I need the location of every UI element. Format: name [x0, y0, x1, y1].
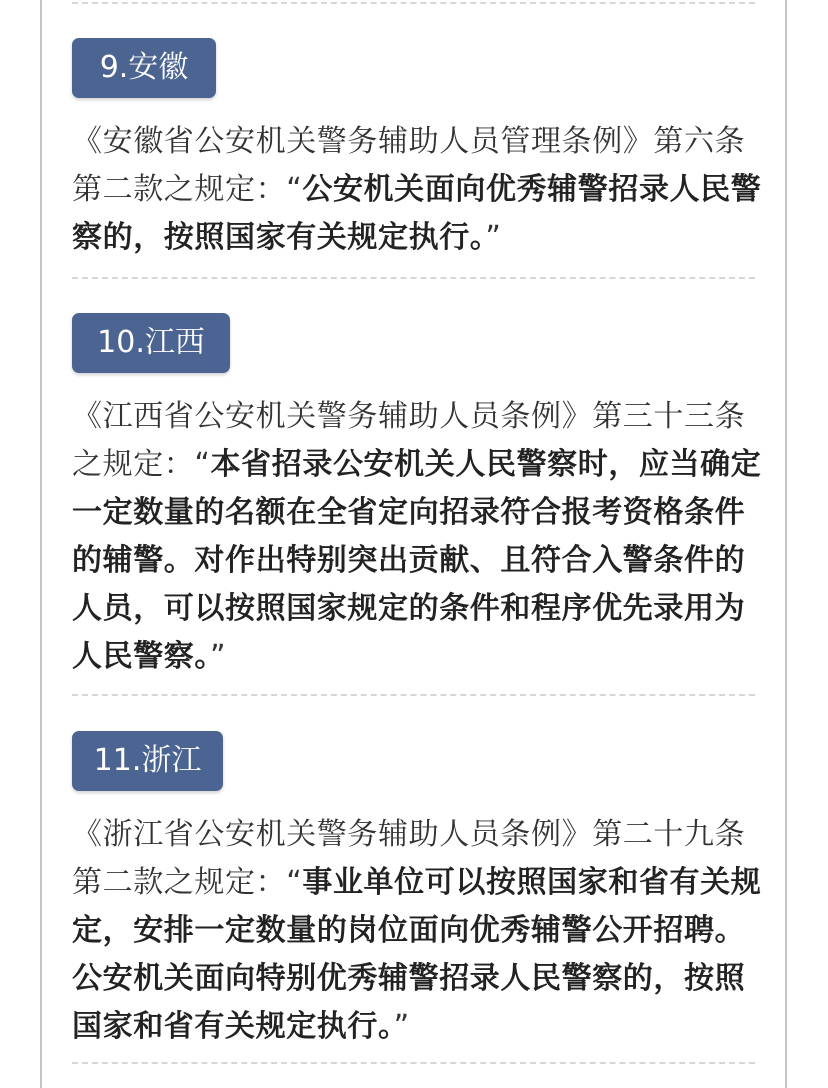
- section-text-anhui: [72, 118, 762, 262]
- section-text-close: ”: [485, 220, 502, 255]
- section-tag-jiangxi: 10.江西: [72, 313, 230, 373]
- divider: [72, 1062, 755, 1064]
- section-text-plain: 《江西省公安机关警务辅助人员条例》第三十三条之规定：“: [72, 399, 746, 482]
- section-tag-anhui: 9.安徽: [72, 38, 216, 98]
- divider: [72, 277, 755, 279]
- divider: [72, 694, 755, 696]
- section-tag-zhejiang: 11.浙江: [72, 731, 223, 791]
- section-text-bold: 公安机关面向优秀辅警招录人民警察的，按照国家有关规定执行。: [72, 172, 762, 255]
- section-text-zhejiang: [72, 811, 762, 1051]
- divider: [72, 2, 755, 4]
- section-text-bold: 本省招录公安机关人民警察时，应当确定一定数量的名额在全省定向招录符合报考资格条件的辅警。对作出特别突出贡献、且符合入警条件的人员，可以按照国家规定的条件和程序优先录用为人民警察。: [72, 447, 762, 674]
- section-text-close: ”: [393, 1009, 410, 1044]
- section-text-plain: 《浙江省公安机关警务辅助人员条例》第二十九条第二款之规定：“: [72, 817, 746, 900]
- section-text-close: ”: [210, 639, 227, 674]
- section-text-bold: 事业单位可以按照国家和省有关规定，安排一定数量的岗位面向优秀辅警公开招聘。公安机关面向特别优秀辅警招录人民警察的，按照国家和省有关规定执行。: [72, 865, 762, 1044]
- section-text-plain: 《安徽省公安机关警务辅助人员管理条例》第六条第二款之规定：“: [72, 124, 746, 207]
- section-text-jiangxi: [72, 393, 762, 681]
